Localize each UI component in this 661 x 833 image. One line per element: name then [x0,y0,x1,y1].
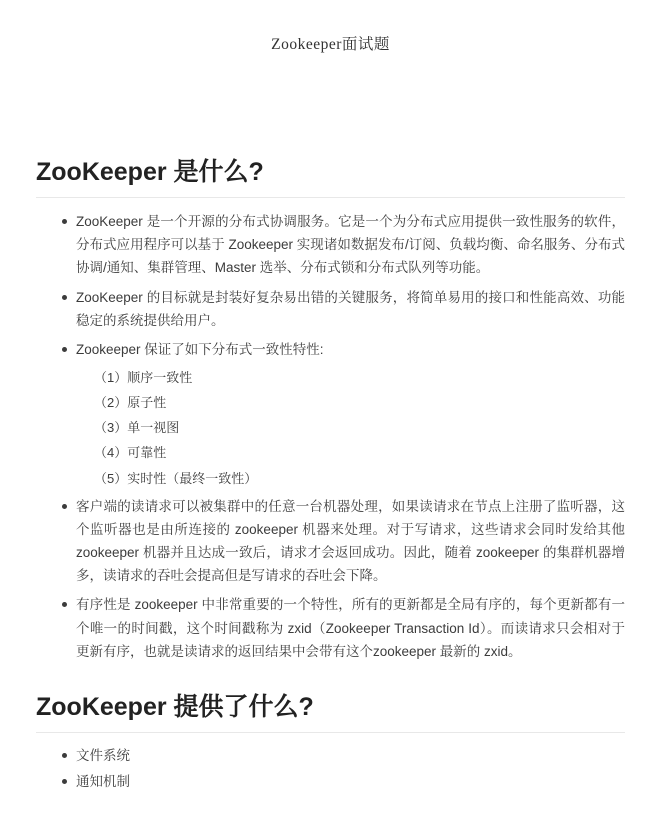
list-item: 有序性是 zookeeper 中非常重要的一个特性，所有的更新都是全局有序的，每个更新都有一个唯一的时间戳，这个时间戳称为 zxid（Zookeeper Transaction Id）。而读请求只会相对于更新有序，也就是读请求的返回结果中会带有这个zookeeper 最新的 zxid。 [62,593,625,663]
list-item: ZooKeeper 的目标就是封装好复杂易出错的关键服务，将简单易用的接口和性能高效、功能稳定的系统提供给用户。 [62,286,625,332]
section-heading-zookeeper-provides: ZooKeeper 提供了什么? [36,687,625,733]
list-item: 通知机制 [62,771,625,794]
list-item: ZooKeeper 是一个开源的分布式协调服务。它是一个为分布式应用提供一致性服务的软件，分布式应用程序可以基于 Zookeeper 实现诸如数据发布/订阅、负载均衡、命名服务、分布式协调/通知、集群管理、Master 选举、分布式锁和分布式队列等功能。 [62,210,625,280]
page-title: Zookeeper面试题 [271,36,390,53]
list-item-text: Zookeeper 保证了如下分布式一致性特性: [76,342,324,358]
section-heading-zookeeper-what-is: ZooKeeper 是什么? [36,152,625,198]
list-item: （5）实时性（最终一致性） [94,470,258,486]
list-item: （4）可靠性 [94,445,167,461]
list-item: （1）顺序一致性 [94,370,193,386]
section-body-zookeeper-what-is [36,210,625,663]
consistency-feature-list [76,367,625,488]
document-content [36,152,625,794]
list-item: 客户端的读请求可以被集群中的任意一台机器处理，如果读请求在节点上注册了监听器，这个监听器也是由所连接的 zookeeper 机器来处理。对于写请求，这些请求会同时发给其他 zookeeper 机器并且达成一致后，请求才会返回成功。因此，随着 zookeeper 的集群机器增多，读请求的吞吐会提高但是写请求的吞吐会下降。 [62,495,625,588]
list-item [62,338,625,488]
list-item: （3）单一视图 [94,420,180,436]
list-item: 文件系统 [62,745,625,768]
list-item: （2）原子性 [94,395,167,411]
section-body-zookeeper-provides [36,745,625,794]
